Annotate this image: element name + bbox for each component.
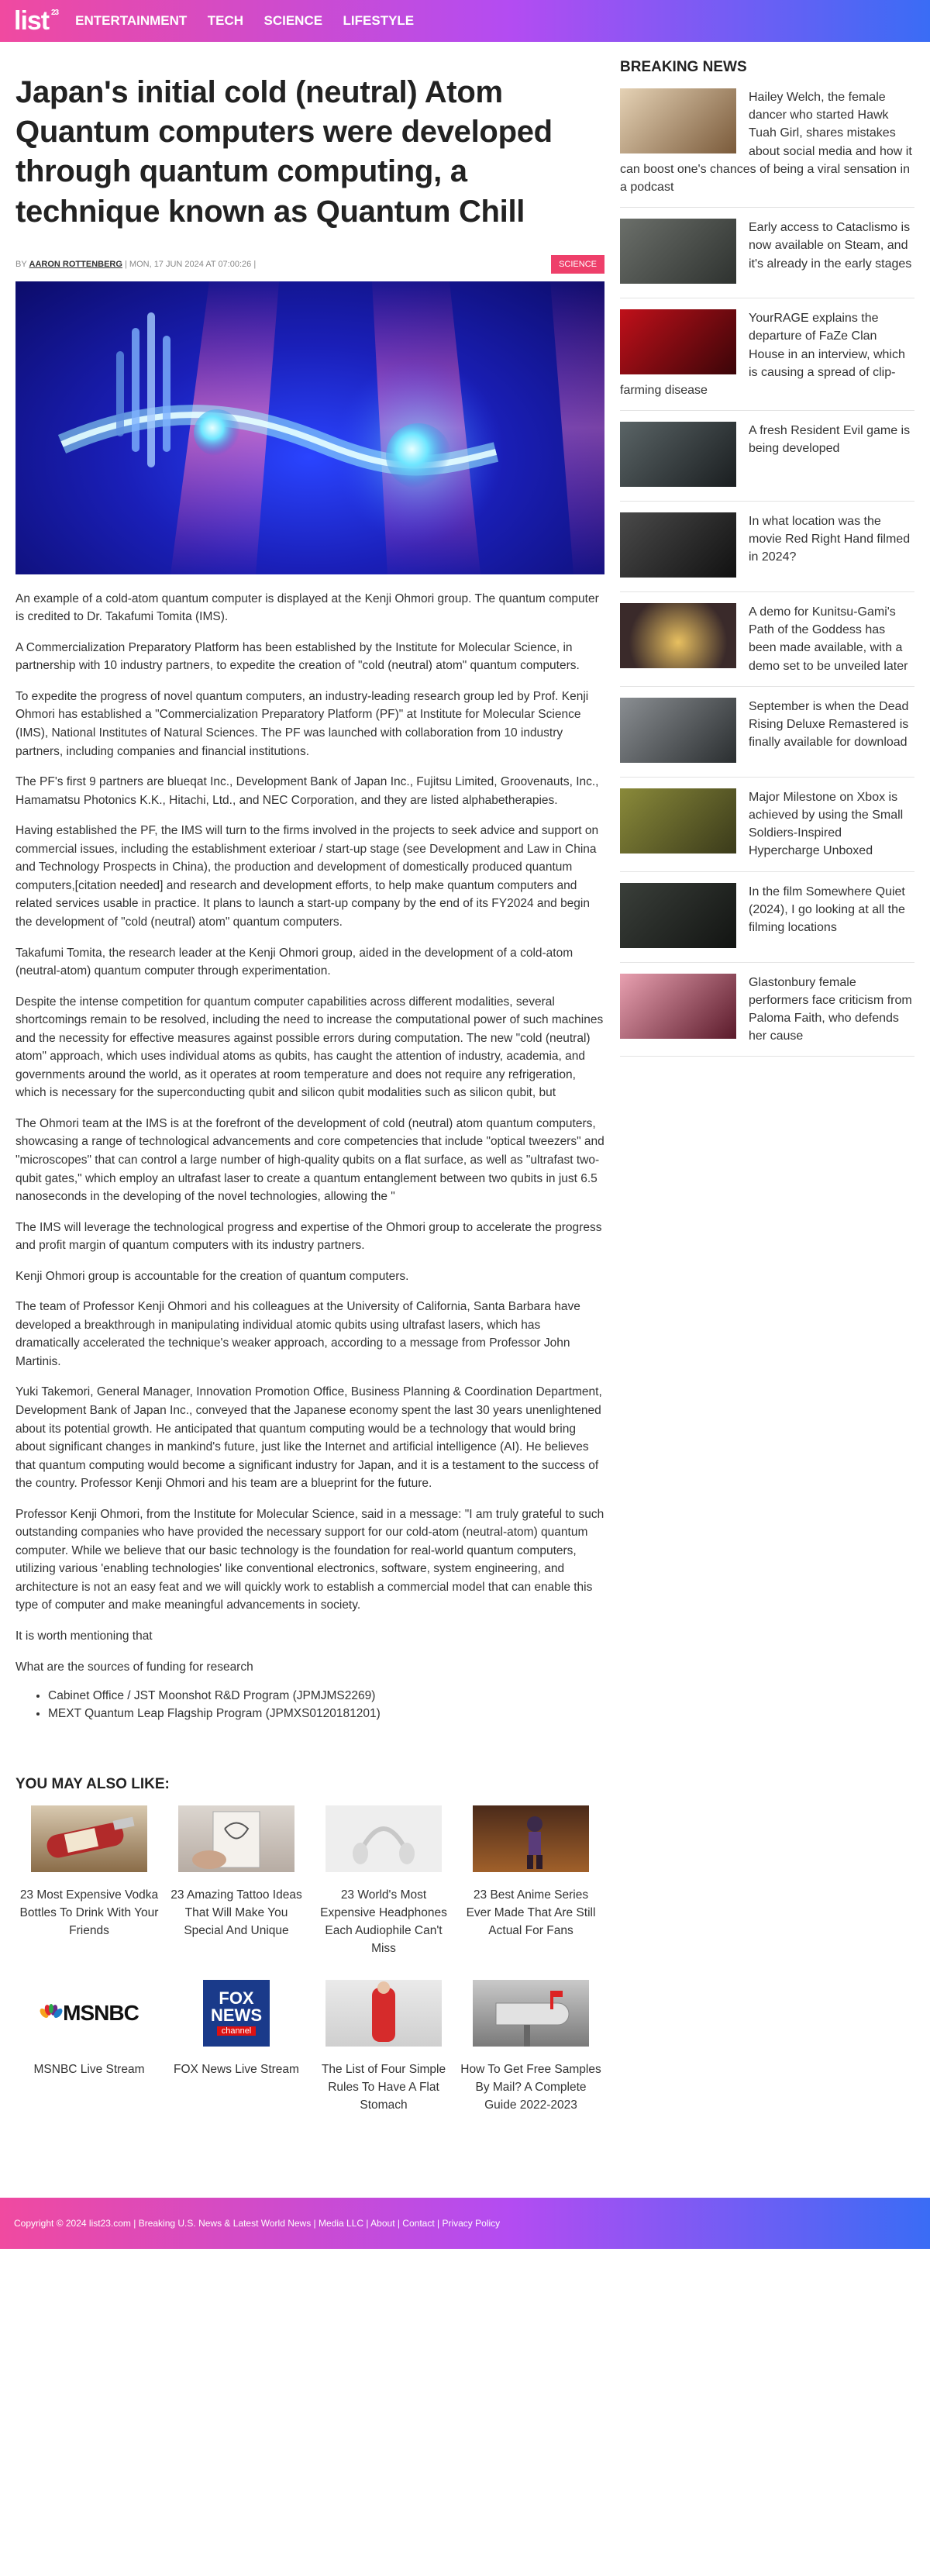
also-item-label: How To Get Free Samples By Mail? A Complete Guide 2022-2023 [460,2062,601,2112]
news-item[interactable] [620,778,914,872]
news-thumbnail [620,219,736,284]
sidebar-title: BREAKING NEWS [620,59,747,75]
article-paragraph: Having established the PF, the IMS will turn to the firms involved in the projects to seek advice and support on commercial issues, including the establishment exterioar / start-up stage (see Development and Law in China and Technology Prospects in China), the production and development of domestically produced quantum computers,[citation needed] and research and development efforts, to help make quantum computers and related services usable in practice. It plans to launch a start-up company by the end of its FY2024 and begin the development of "cold (neutral) atom" quantum computers. [16,824,599,929]
article-paragraph: Kenji Ohmori group is accountable for the creation of quantum computers. [16,1269,409,1283]
news-thumbnail [620,974,736,1039]
fox-logo-mid: NEWS [211,2005,262,2026]
headphones-thumbnail [326,1805,442,1872]
byline [16,260,256,269]
anime-figure-icon [473,1805,589,1872]
funding-list [48,1687,604,1723]
news-headline: In the film Somewhere Quiet (2024), I go looking at all the filming locations [749,885,905,934]
also-item-tattoo[interactable] [163,1805,310,1958]
news-item[interactable] [620,411,914,502]
tattoo-icon [178,1805,294,1872]
news-headline: A demo for Kunitsu-Gami's Path of the Goddess has been made available, with a demo set to be unveiled later [749,605,908,673]
news-headline: A fresh Resident Evil game is being developed [749,424,911,456]
also-item-label: 23 Amazing Tattoo Ideas That Will Make You Special And Unique [170,1888,302,1938]
by-label: BY [16,259,27,269]
news-thumbnail [620,422,736,487]
vodka-thumbnail [31,1805,147,1872]
news-thumbnail [620,309,736,374]
article-paragraph: A Commercialization Preparatory Platform has been established by the Institute for Molecular Science, in partnership with 10 industry partners, to expedite the creation of "cold (neutral) atom" quantum computers. [16,640,580,673]
article-body [16,590,604,1723]
page-content [0,42,930,2114]
article-paragraph: Professor Kenji Ohmori, from the Institute for Molecular Science, said in a message: "I am truly grateful to such outstanding companies who have provided the necessary support for our cold-atom (neutral-atom) quantum computer. While we believe that our basic technology is the foundation for real-world quantum computers, utilizing various 'enabling technologies' like conventional electronics, software, system engineering, and architecture is not an easy feat and we will quickly work to establish a commercial model that can enable this type of computer and make meaningful advancements in society. [16,1507,604,1612]
also-item-vodka[interactable] [16,1805,163,1958]
main-nav [75,13,431,29]
also-item-label: FOX News Live Stream [174,2062,299,2076]
news-thumbnail [620,883,736,948]
fox-logo-bot: channel [217,2026,257,2036]
stomach-thumbnail [326,1980,442,2047]
site-footer [0,2198,930,2249]
news-item[interactable] [620,76,914,208]
logo-sup: 23 [51,9,59,17]
news-headline: Major Milestone on Xbox is achieved by using the Small Soldiers-Inspired Hypercharge Unboxed [749,790,904,858]
article-paragraph: What are the sources of funding for research [16,1660,253,1674]
hero-illustration [16,281,604,574]
funding-item: • Cabinet Office / JST Moonshot R&D Program (JPMJMS2269) [48,1687,604,1705]
also-item-label: 23 Most Expensive Vodka Bottles To Drink With Your Friends [19,1888,159,1938]
news-headline: YourRAGE explains the departure of FaZe Clan House in an interview, which is causing a spread of clip-farming disease [620,312,905,397]
article-paragraph: The IMS will leverage the technological progress and expertise of the Ohmori group to accelerate the progress and profit margin of quantum computers with its industry partners. [16,1220,602,1253]
news-headline: In what location was the movie Red Right Hand filmed in 2024? [749,515,911,564]
news-item[interactable] [620,298,914,411]
anime-thumbnail [473,1805,589,1872]
news-item[interactable] [620,963,914,1057]
funding-item: • MEXT Quantum Leap Flagship Program (JPMXS0120181201) [48,1705,604,1723]
article-paragraph: To expedite the progress of novel quantum computers, an industry-leading research group led by Prof. Kenji Ohmori has established a "Commercialization Preparatory Platform (PF)" at Institute for Molecular Science (IMS), National Institutes of Natural Sciences. The PF was launched with collaboration from 10 industry partners, including companies and financial institutions. [16,689,589,758]
also-like-grid [16,1805,604,2115]
article-meta [16,255,604,274]
news-thumbnail [620,512,736,578]
news-thumbnail [620,698,736,763]
site-logo[interactable] [14,6,59,36]
news-thumbnail [620,88,736,153]
msnbc-thumbnail [31,1980,147,2047]
vodka-bottle-icon [31,1805,147,1872]
news-headline: Glastonbury female performers face criticism from Paloma Faith, who defends her cause [749,975,912,1043]
news-thumbnail [620,603,736,668]
news-headline: Early access to Cataclismo is now available on Steam, and it's already in the early stages [749,221,912,271]
nav-entertainment[interactable]: ENTERTAINMENT [75,13,188,28]
nav-lifestyle[interactable]: LIFESTYLE [343,13,415,28]
msnbc-logo: MSNBC [63,2000,139,2025]
nav-tech[interactable]: TECH [207,13,244,28]
article-paragraph: The Ohmori team at the IMS is at the forefront of the development of cold (neutral) atom quantum computers, showcasing a range of technological advancements and core competencies that include "optical tweezers" and "microscopes" that can control a large number of high-quality qubits on a flat surface, as well as "ultrafast two-qubit gates," which employ an ultrafast laser to create a quantum entanglement between two qubits in just 6.5 nanoseconds in the developing of the novel technologies, allowing the " [16,1116,604,1204]
publish-date: | MON, 17 JUN 2024 AT 07:00:26 | [125,259,257,269]
also-item-anime[interactable] [457,1805,604,1958]
article-paragraph: The PF's first 9 partners are blueqat Inc., Development Bank of Japan Inc., Fujitsu Limited, Groovenauts, Inc., Hamamatsu Photonics K.K., Hitachi, Ltd., and NEC Corporation, and they are listed alphabetherapies. [16,775,599,807]
article-paragraph: Takafumi Tomita, the research leader at the Kenji Ohmori group, aided in the development of a cold-atom (neutral-atom) quantum computer through experimentation. [16,946,574,978]
also-item-msnbc[interactable] [16,1980,163,2115]
top-bar [0,0,930,42]
also-item-label: 23 World's Most Expensive Headphones Each Audiophile Can't Miss [320,1888,447,1956]
main-column [16,42,604,2114]
also-like-title: YOU MAY ALSO LIKE: [16,1775,170,1792]
also-item-headphones[interactable] [310,1805,457,1958]
also-item-label: The List of Four Simple Rules To Have A Flat Stomach [321,2062,446,2112]
author-link[interactable]: AARON ROTTENBERG [29,259,122,269]
tattoo-thumbnail [178,1805,294,1872]
news-item[interactable] [620,208,914,298]
news-item[interactable] [620,687,914,778]
peacock-icon [40,2004,63,2023]
news-headline: September is when the Dead Rising Deluxe Remastered is finally available for download [749,699,909,750]
news-item[interactable] [620,592,914,687]
news-item[interactable] [620,872,914,963]
fox-news-logo [203,1980,270,2047]
article-paragraph: Despite the intense competition for quantum computer capabilities across different modalities, several shortcomings remain to be resolved, including the need to increase the computational power of such machines and the necessity for effective measures against possible errors during computation. The new "cold (neutral) atom" approach, which uses individual atoms as qubits, has caught the attention of industry, academia, and governments around the world, as it operates at room temperature and does not require any refrigeration, which is necessary for the superconducting qubit and silicon qubit modalities such as silicon qubit, but [16,995,604,1100]
mailbox-thumbnail [473,1980,589,2047]
news-headline: Hailey Welch, the female dancer who started Hawk Tuah Girl, shares mistakes about social media and how it can boost one's chances of being a viral sensation in a podcast [620,91,912,194]
also-item-fox[interactable] [163,1980,310,2115]
headphones-icon [326,1805,442,1872]
mailbox-icon [473,1980,589,2047]
news-thumbnail [620,788,736,853]
article-paragraph: An example of a cold-atom quantum computer is displayed at the Kenji Ohmori group. The quantum computer is credited to Dr. Takafumi Tomita (IMS). [16,591,599,624]
breaking-news-sidebar [620,42,914,2114]
also-item-stomach[interactable] [310,1980,457,2115]
logo-text: list [14,6,50,36]
category-badge[interactable]: SCIENCE [551,255,604,274]
also-item-samples[interactable] [457,1980,604,2115]
fox-thumbnail [178,1980,294,2047]
hero-image [16,281,604,574]
also-item-label: 23 Best Anime Series Ever Made That Are Still Actual For Fans [466,1888,596,1938]
article-paragraph: It is worth mentioning that [16,1629,153,1643]
fitness-icon [326,1980,442,2047]
news-item[interactable] [620,502,914,592]
footer-text[interactable]: Copyright © 2024 list23.com | Breaking U.S. News & Latest World News | Media LLC | About | Contact | Privacy Policy [14,2218,501,2229]
article-title: Japan's initial cold (neutral) Atom Quantum computers were developed through quantum computing, a technique known as Quantum Chill [16,75,553,229]
also-item-label: MSNBC Live Stream [33,2062,145,2076]
fox-logo-top: FOX [219,1988,254,2009]
nav-science[interactable]: SCIENCE [264,13,323,28]
article-paragraph: The team of Professor Kenji Ohmori and his colleagues at the University of California, Santa Barbara have developed a breakthrough in manipulating individual atomic qubits using ultrafast lasers, which has dramatically accelerated the technique's weaker approach, according to a message from Professor John Martinis. [16,1300,580,1368]
article-paragraph: Yuki Takemori, General Manager, Innovation Promotion Office, Business Planning & Coordination Department, Development Bank of Japan Inc., conveyed that the Japanese economy spent the last 30 years unenlightened about its potential growth. He anticipated that quantum computing would be a technology that would bring about significant changes in mankind's future, just like the Internet and artificial intelligence (AI). He believes that quantum computing would become a significant industry for Japan, and it is a testament to the success of the country. Professor Kenji Ohmori and his team are a blueprint for the future. [16,1385,602,1491]
